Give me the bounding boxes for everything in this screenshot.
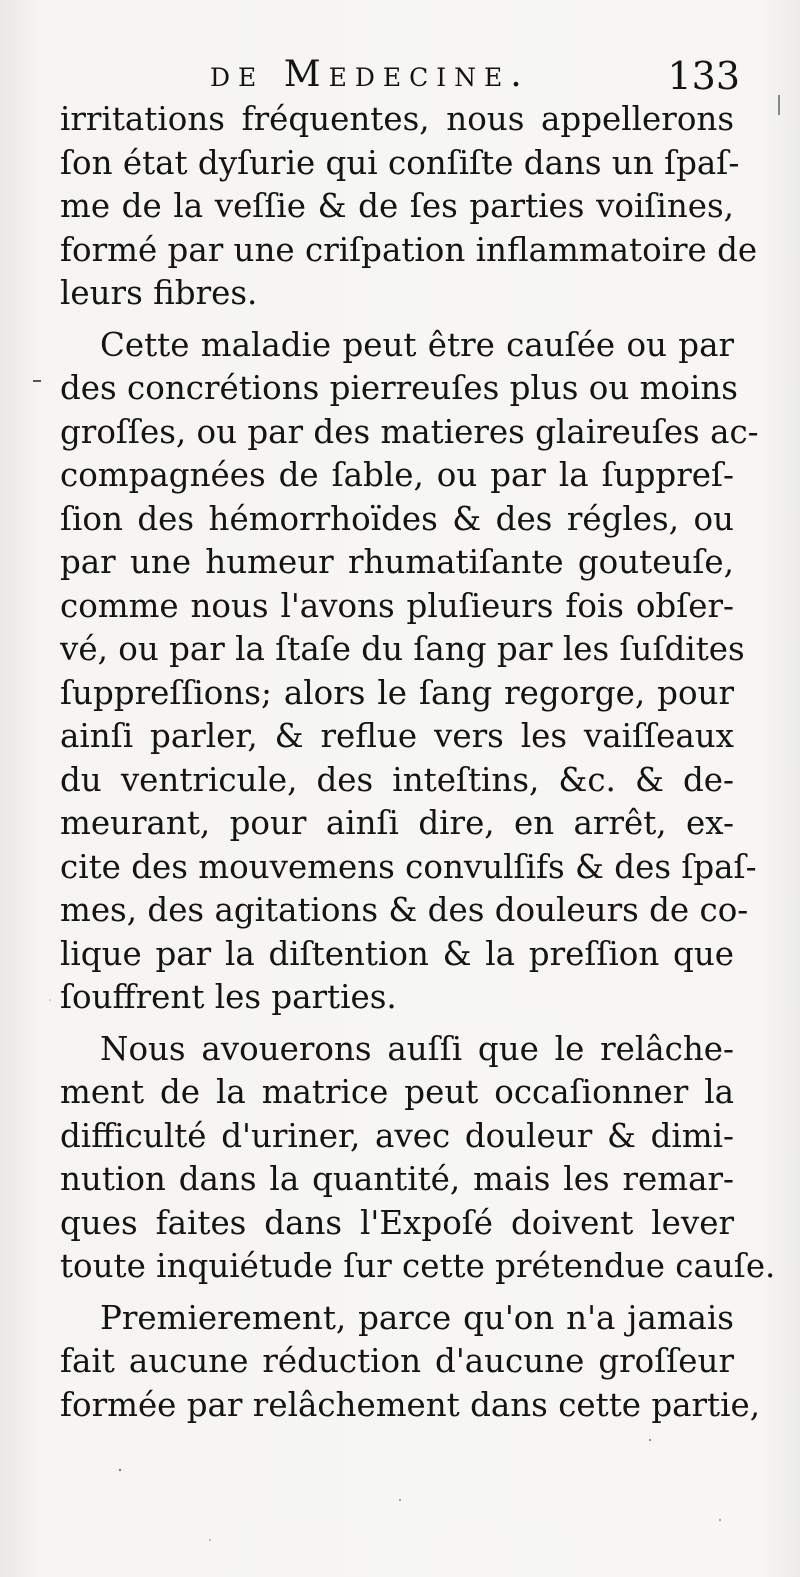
text-line: formé par une criſpation inflammatoire de <box>60 230 758 269</box>
paragraph-4 <box>60 1297 761 1428</box>
text-line: ainſi parler, & reflue vers les vaiſſeaux <box>60 717 734 755</box>
text-line: toute inquiétude ſur cette prétendue cauſe. <box>60 1247 776 1285</box>
text-line: ſuppreſſions; alors le ſang regorge, pour <box>60 673 734 712</box>
margin-mark <box>778 95 780 115</box>
paragraph-3 <box>60 1028 776 1289</box>
text-line: ques faites dans l'Expoſé doivent lever <box>60 1203 734 1242</box>
text-line: irritations fréquentes, nous appellerons <box>60 100 734 138</box>
page-header <box>60 52 740 102</box>
paragraph-2 <box>60 324 759 1020</box>
text-line: comme nous l'avons pluſieurs fois obſer- <box>60 586 734 625</box>
text-line: formée par relâchement dans cette partie, <box>60 1385 761 1424</box>
text-line: ſouffrent les parties. <box>60 978 397 1016</box>
text-line: nution dans la quantité, mais les remar- <box>60 1160 734 1198</box>
paragraph-1 <box>60 98 758 316</box>
text-line: ſon état dyſurie qui conſiſte dans un ſpaſ- <box>60 143 740 182</box>
text-line: vé, ou par la ſtaſe du ſang par les ſuſdites <box>60 630 745 668</box>
text-line: ſion des hémorrhoïdes & des régles, ou <box>60 499 734 538</box>
text-line: lique par la diſtention & la preſſion que <box>60 934 734 973</box>
text-line: difficulté d'uriner, avec douleur & dimi- <box>60 1116 734 1155</box>
text-line: ment de la matrice peut occaſionner la <box>60 1073 734 1111</box>
text-line: meurant, pour ainſi dire, en arrêt, ex- <box>60 804 734 842</box>
text-line: groſſes, ou par des matieres glaireuſes ac- <box>60 412 759 451</box>
text-line: par une humeur rhumatiſante gouteuſe, <box>60 543 734 581</box>
running-head: de Medecine. <box>210 54 530 95</box>
text-line: des concrétions pierreuſes plus ou moins <box>60 369 738 407</box>
page-number: 133 <box>667 54 740 98</box>
body-text <box>60 98 776 1427</box>
text-line: Nous avouerons auſſi que le relâche- <box>100 1029 734 1068</box>
text-line: compagnées de ſable, ou par la ſuppreſ- <box>60 456 734 494</box>
text-line: leurs fibres. <box>60 274 258 312</box>
text-line: cite des mouvemens convulſifs & des ſpaſ- <box>60 847 757 886</box>
text-line: Cette maladie peut être cauſée ou par <box>100 325 734 364</box>
text-line: mes, des agitations & des douleurs de co- <box>60 891 749 929</box>
text-line: du ventricule, des inteſtins, &c. & de- <box>60 760 734 799</box>
text-line: fait aucune réduction d'aucune groſſeur <box>60 1342 734 1380</box>
text-line: me de la veſſie & de ſes parties voiſines, <box>60 187 734 225</box>
text-line: Premierement, parce qu'on n'a jamais <box>100 1298 734 1337</box>
margin-mark <box>33 380 41 382</box>
